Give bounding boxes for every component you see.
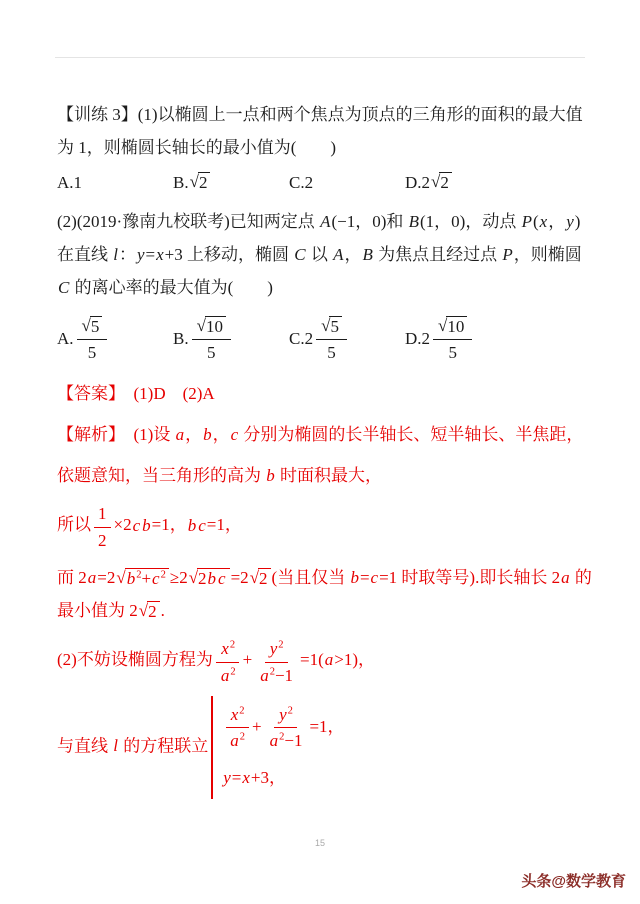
radical-sign-icon: √ — [249, 567, 260, 587]
fraction — [265, 703, 307, 752]
radical-sign-icon: √ — [138, 601, 149, 621]
option: A. √ 5 5 — [57, 312, 173, 365]
fraction — [433, 314, 472, 363]
variable: c — [198, 515, 206, 535]
variable: a — [269, 731, 279, 750]
variable: x — [242, 768, 250, 788]
variable: l — [113, 736, 118, 756]
superscript: 2 — [160, 569, 166, 581]
options-row-2 — [57, 312, 594, 365]
variable: b — [266, 466, 275, 486]
radicand: $b^2+c^2$ — [125, 568, 169, 589]
superscript: 2 — [229, 639, 236, 651]
radical-sign-icon: √ — [438, 316, 448, 336]
variable: b — [187, 515, 197, 535]
equation: y = x +3， — [222, 761, 344, 794]
denominator: 2 — [98, 530, 107, 550]
radical-sign-icon: √ — [116, 567, 126, 587]
fraction — [216, 637, 240, 686]
fraction — [316, 314, 347, 363]
variable: c — [152, 568, 160, 588]
variable: B — [408, 211, 420, 231]
denominator: 5 — [448, 342, 457, 362]
solution-line-1: 【解析】 (1)设 a，b，c 分别为椭圆的长半轴长、短半轴长、半焦距， — [57, 425, 584, 445]
variable: b — [350, 567, 359, 587]
superscript: 2 — [278, 639, 284, 651]
numerator: 1 — [94, 502, 111, 527]
numerator — [265, 637, 288, 662]
numerator — [216, 637, 239, 662]
variable: x — [230, 704, 239, 724]
radicand: 5 — [329, 316, 342, 337]
variable: A — [333, 244, 344, 264]
variable: y — [136, 244, 145, 264]
document-content — [57, 98, 594, 807]
option: A.1 — [57, 172, 83, 192]
superscript: 2 — [279, 731, 285, 743]
radicand: 2b c — [197, 568, 230, 589]
solution-line-4: 而 2a=2 √ $b^2+c^2$ ≥2 √ 2b c =2 √ 2 (当且仅当 b=c=1 时取等号).即长轴长 2a 的最小值为 2 √ 2 . — [57, 567, 592, 622]
watermark-toutiao: 头条@数学教育 — [521, 873, 626, 890]
variable: a — [260, 665, 269, 685]
sqrt-expression — [139, 601, 160, 622]
fraction — [225, 703, 249, 752]
variable: y — [279, 704, 287, 724]
solution-line-6: 与直线 l 的方程联立 $\frac{x^2}{a^2}$ + $\frac{y^2}{a^2-1}$ =1， y = x +3， — [57, 696, 594, 800]
option: D.2 √ 10 5 — [405, 312, 521, 365]
variable: x — [221, 639, 229, 659]
variable: b — [207, 568, 217, 588]
numerator — [433, 314, 472, 340]
options-row-1 — [57, 172, 594, 193]
numerator — [316, 314, 347, 340]
radical-sign-icon: √ — [189, 172, 199, 192]
equation-system — [211, 696, 344, 800]
denominator: 5 — [207, 342, 216, 362]
sqrt-expression — [197, 316, 226, 337]
radical-sign-icon: √ — [321, 316, 331, 336]
variable: y — [269, 639, 278, 659]
variable: C — [294, 244, 306, 264]
fraction — [77, 314, 108, 363]
variable: a — [175, 425, 185, 445]
variable: c — [370, 567, 379, 587]
variable: c — [218, 568, 226, 588]
variable: y — [223, 768, 231, 788]
variable: a — [324, 650, 334, 670]
denominator: 5 — [327, 342, 336, 362]
denominator: 5 — [87, 342, 97, 362]
superscript: 2 — [136, 569, 142, 581]
variable: b — [203, 425, 212, 445]
radicand: 2 — [198, 172, 211, 193]
numerator — [77, 314, 108, 340]
sqrt-expression — [431, 172, 452, 193]
superscript: 2 — [239, 705, 245, 717]
problem-statement-1: 【训练 3】(1)以椭圆上一点和两个焦点为顶点的三角形的面积的最大值为 1，则椭圆长轴长的最小值为( ) — [57, 105, 583, 158]
sqrt-expression — [190, 172, 211, 193]
numerator — [274, 703, 297, 728]
page-number: 15 — [314, 838, 325, 848]
fraction — [255, 637, 297, 686]
denominator — [216, 663, 240, 686]
solution-line-3: 所以 $\frac{1}{2}$ ×2c b=1，b c=1， — [57, 504, 242, 550]
sqrt-expression — [438, 316, 467, 337]
denominator: $a^2-1$ — [260, 665, 294, 685]
denominator: $a^2-1$ — [269, 731, 303, 750]
numerator — [192, 314, 231, 340]
option: C.2 — [289, 172, 314, 192]
equation: $\frac{x^2}{a^2}$ + $\frac{y^2}{a^2-1}$ =1， — [222, 701, 344, 754]
sqrt-expression — [116, 568, 169, 589]
numerator — [226, 703, 249, 728]
radicand: 2 — [258, 568, 271, 589]
variable: a — [230, 731, 239, 750]
radicand: 10 — [446, 316, 467, 337]
top-divider — [55, 57, 585, 58]
superscript: 2 — [239, 731, 245, 743]
denominator — [225, 728, 249, 751]
problem-statement-2: (2)(2019·豫南九校联考)已知两定点 A(−1，0)和 B(1，0)，动点 P(x，y)在直线 l：y=x+3 上移动，椭圆 C 以 A，B 为焦点且经过点 P，则椭圆 C 的离心率的最大值为( ) — [57, 211, 582, 298]
variable: l — [113, 244, 118, 264]
variable: C — [58, 278, 70, 298]
variable: c — [230, 425, 239, 445]
radicand: 2 — [147, 601, 160, 622]
variable: b — [126, 568, 136, 588]
variable: y — [566, 211, 574, 231]
solution-line-5: (2)不妨设椭圆方程为 $\frac{x^2}{a^2}$ + $\frac{y^2}{a^2-1}$ =1(a>1)， — [57, 639, 376, 685]
radical-sign-icon: √ — [188, 567, 199, 587]
variable: B — [362, 244, 373, 264]
sqrt-expression — [189, 568, 230, 589]
variable: a — [87, 567, 97, 587]
option: C.2 √ 5 5 — [289, 312, 405, 365]
variable: A — [320, 211, 331, 231]
fraction — [94, 502, 111, 551]
superscript: 2 — [287, 705, 293, 717]
variable: b — [142, 515, 151, 535]
variable: c — [132, 515, 141, 535]
superscript: 2 — [230, 665, 236, 677]
answer-line: 【答案】 (1)D (2)A — [57, 384, 215, 404]
radical-sign-icon: √ — [431, 172, 441, 192]
solution-line-2: 依题意知，当三角形的高为 b 时面积最大， — [57, 466, 382, 486]
radicand: 5 — [90, 316, 103, 337]
variable: x — [539, 211, 548, 231]
variable: P — [502, 244, 513, 264]
radicand: 2 — [439, 172, 452, 193]
variable: x — [156, 244, 164, 264]
radical-sign-icon: √ — [81, 316, 91, 336]
variable: a — [220, 665, 230, 685]
option: B. √ 10 5 — [173, 312, 289, 365]
sqrt-expression — [250, 568, 271, 589]
option: D.2 √ 2 — [405, 172, 521, 193]
radical-sign-icon: √ — [196, 316, 206, 336]
superscript: 2 — [269, 665, 275, 677]
variable: P — [521, 211, 532, 231]
radicand: 10 — [205, 316, 226, 337]
option: B. √ 2 — [173, 172, 289, 193]
fraction — [192, 314, 231, 363]
sqrt-expression — [82, 316, 103, 337]
sqrt-expression — [321, 316, 342, 337]
variable: a — [561, 567, 570, 587]
